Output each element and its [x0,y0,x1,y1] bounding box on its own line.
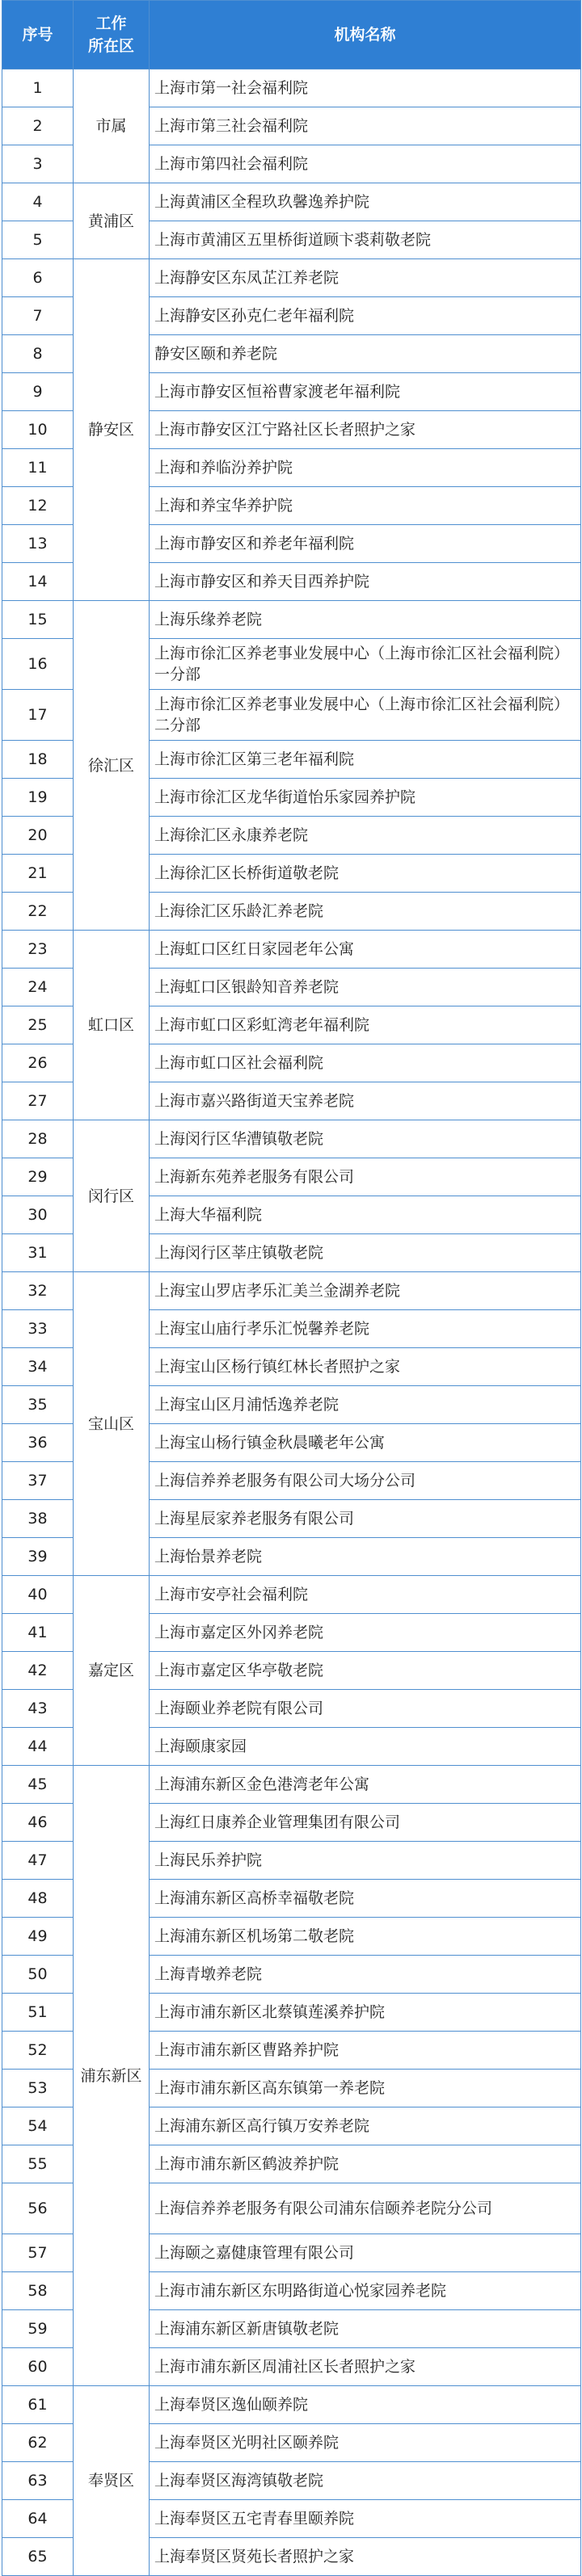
institution-name: 上海浦东新区高行镇万安养老院 [150,2107,581,2145]
institution-name: 上海徐汇区乐龄汇养老院 [150,893,581,931]
row-number: 59 [2,2310,74,2348]
table-row [2,1272,581,1310]
header-district-line1: 工作 [95,15,127,32]
institution-name: 上海宝山杨行镇金秋晨曦老年公寓 [150,1424,581,1462]
row-number: 47 [2,1842,74,1880]
institution-name: 上海市徐汇区养老事业发展中心（上海市徐汇区社会福利院）二分部 [150,690,581,741]
row-number: 24 [2,969,74,1006]
table-body [2,69,581,2576]
district-cell: 嘉定区 [74,1576,150,1766]
row-number: 42 [2,1652,74,1690]
row-number: 30 [2,1196,74,1234]
row-number: 23 [2,931,74,969]
institution-name: 上海市黄浦区五里桥街道顾卞裘莉敬老院 [150,221,581,259]
row-number: 39 [2,1538,74,1576]
row-number: 3 [2,145,74,183]
institution-name: 上海奉贤区光明社区颐养院 [150,2424,581,2462]
row-number: 49 [2,1918,74,1956]
row-number: 61 [2,2386,74,2424]
header-district-line2: 所在区 [87,37,134,55]
row-number: 15 [2,601,74,639]
institution-name: 上海市徐汇区第三老年福利院 [150,741,581,779]
row-number: 62 [2,2424,74,2462]
row-number: 6 [2,259,74,297]
institution-name: 上海颐康家园 [150,1728,581,1766]
row-number: 46 [2,1804,74,1842]
header-name: 机构名称 [150,1,581,69]
row-number: 18 [2,741,74,779]
row-number: 7 [2,297,74,335]
institution-name: 上海市安亭社会福利院 [150,1576,581,1614]
institution-name: 上海宝山区月浦恬逸养老院 [150,1386,581,1424]
institution-name: 上海市浦东新区北蔡镇莲溪养护院 [150,1994,581,2032]
institution-name: 上海奉贤区逸仙颐养院 [150,2386,581,2424]
row-number: 44 [2,1728,74,1766]
table-row [2,2386,581,2424]
row-number: 60 [2,2348,74,2386]
institution-name: 上海市浦东新区曹路养护院 [150,2032,581,2070]
institution-name: 上海市浦东新区东明路街道心悦家园养老院 [150,2272,581,2310]
row-number: 33 [2,1310,74,1348]
row-number: 8 [2,335,74,373]
row-number: 65 [2,2538,74,2576]
institution-name: 上海浦东新区机场第二敬老院 [150,1918,581,1956]
institution-name: 上海信养养老服务有限公司浦东信颐养老院分公司 [150,2183,581,2234]
institution-name: 上海星辰家养老服务有限公司 [150,1500,581,1538]
district-cell: 浦东新区 [74,1766,150,2386]
row-number: 55 [2,2145,74,2183]
row-number: 31 [2,1234,74,1272]
institution-name: 上海颐业养老院有限公司 [150,1690,581,1728]
district-cell: 静安区 [74,259,150,601]
row-number: 28 [2,1120,74,1158]
row-number: 36 [2,1424,74,1462]
row-number: 17 [2,690,74,741]
district-cell: 徐汇区 [74,601,150,931]
row-number: 14 [2,563,74,601]
institution-name: 上海红日康养企业管理集团有限公司 [150,1804,581,1842]
institution-name: 上海怡景养老院 [150,1538,581,1576]
institution-name: 上海信养养老服务有限公司大场分公司 [150,1462,581,1500]
institution-name: 上海宝山庙行孝乐汇悦馨养老院 [150,1310,581,1348]
institution-name: 上海虹口区红日家园老年公寓 [150,931,581,969]
row-number: 16 [2,639,74,690]
institution-name: 上海市虹口区社会福利院 [150,1044,581,1082]
institution-name: 上海奉贤区海湾镇敬老院 [150,2462,581,2500]
institution-name: 上海宝山罗店孝乐汇美兰金湖养老院 [150,1272,581,1310]
institution-name: 上海民乐养护院 [150,1842,581,1880]
row-number: 27 [2,1082,74,1120]
row-number: 56 [2,2183,74,2234]
row-number: 51 [2,1994,74,2032]
district-cell: 宝山区 [74,1272,150,1576]
institution-name: 上海静安区东凤芷江养老院 [150,259,581,297]
institution-name: 上海闵行区华漕镇敬老院 [150,1120,581,1158]
institution-name: 上海市虹口区彩虹湾老年福利院 [150,1006,581,1044]
row-number: 2 [2,107,74,145]
row-number: 25 [2,1006,74,1044]
row-number: 13 [2,525,74,563]
institution-name: 上海市静安区江宁路社区长者照护之家 [150,411,581,449]
institution-name: 上海浦东新区高桥幸福敬老院 [150,1880,581,1918]
district-cell: 闵行区 [74,1120,150,1272]
row-number: 1 [2,69,74,107]
institution-name: 上海静安区孙克仁老年福利院 [150,297,581,335]
row-number: 34 [2,1348,74,1386]
district-cell: 市属 [74,69,150,183]
row-number: 26 [2,1044,74,1082]
row-number: 29 [2,1158,74,1196]
institution-name: 上海市徐汇区龙华街道怡乐家园养护院 [150,779,581,817]
institution-name: 上海市嘉兴路街道天宝养老院 [150,1082,581,1120]
table-row [2,931,581,969]
row-number: 12 [2,487,74,525]
header-seq: 序号 [2,1,74,69]
row-number: 32 [2,1272,74,1310]
row-number: 10 [2,411,74,449]
institution-name: 上海虹口区银龄知音养老院 [150,969,581,1006]
table-row [2,1120,581,1158]
table-row [2,1766,581,1804]
institution-name: 上海和养临汾养护院 [150,449,581,487]
institution-name: 上海徐汇区长桥街道敬老院 [150,855,581,893]
district-cell: 虹口区 [74,931,150,1120]
institution-name: 上海市第一社会福利院 [150,69,581,107]
table-row [2,601,581,639]
institution-name: 上海黄浦区全程玖玖馨逸养护院 [150,183,581,221]
row-number: 57 [2,2234,74,2272]
row-number: 38 [2,1500,74,1538]
institution-name: 上海青墩养老院 [150,1956,581,1994]
table-row [2,69,581,107]
row-number: 40 [2,1576,74,1614]
row-number: 4 [2,183,74,221]
row-number: 54 [2,2107,74,2145]
institution-name: 上海乐缘养老院 [150,601,581,639]
row-number: 45 [2,1766,74,1804]
institution-name: 上海徐汇区永康养老院 [150,817,581,855]
row-number: 41 [2,1614,74,1652]
institution-name: 上海浦东新区新唐镇敬老院 [150,2310,581,2348]
district-cell: 奉贤区 [74,2386,150,2576]
institution-name: 上海奉贤区五宅青春里颐养院 [150,2500,581,2538]
row-number: 11 [2,449,74,487]
institution-name: 上海市静安区恒裕曹家渡老年福利院 [150,373,581,411]
institution-name: 上海市第四社会福利院 [150,145,581,183]
row-number: 20 [2,817,74,855]
table-row [2,259,581,297]
row-number: 9 [2,373,74,411]
row-number: 64 [2,2500,74,2538]
district-cell: 黄浦区 [74,183,150,259]
institution-table [2,0,581,2576]
institution-name: 静安区颐和养老院 [150,335,581,373]
row-number: 35 [2,1386,74,1424]
row-number: 37 [2,1462,74,1500]
header-district [74,1,150,69]
institution-name: 上海市浦东新区高东镇第一养老院 [150,2070,581,2107]
table-header [2,1,581,69]
institution-name: 上海新东苑养老服务有限公司 [150,1158,581,1196]
institution-name: 上海市静安区和养老年福利院 [150,525,581,563]
institution-name: 上海闵行区莘庄镇敬老院 [150,1234,581,1272]
institution-name: 上海市静安区和养天目西养护院 [150,563,581,601]
institution-name: 上海宝山区杨行镇红林长者照护之家 [150,1348,581,1386]
row-number: 50 [2,1956,74,1994]
row-number: 53 [2,2070,74,2107]
institution-name: 上海浦东新区金色港湾老年公寓 [150,1766,581,1804]
table-row [2,1576,581,1614]
institution-name: 上海市嘉定区外冈养老院 [150,1614,581,1652]
institution-name: 上海大华福利院 [150,1196,581,1234]
row-number: 43 [2,1690,74,1728]
row-number: 58 [2,2272,74,2310]
institution-name: 上海市浦东新区周浦社区长者照护之家 [150,2348,581,2386]
table-row [2,183,581,221]
institution-name: 上海颐之嘉健康管理有限公司 [150,2234,581,2272]
institution-name: 上海市嘉定区华亭敬老院 [150,1652,581,1690]
institution-name: 上海市徐汇区养老事业发展中心（上海市徐汇区社会福利院）一分部 [150,639,581,690]
row-number: 52 [2,2032,74,2070]
row-number: 63 [2,2462,74,2500]
row-number: 48 [2,1880,74,1918]
institution-name: 上海市浦东新区鹤波养护院 [150,2145,581,2183]
institution-name: 上海市第三社会福利院 [150,107,581,145]
row-number: 21 [2,855,74,893]
row-number: 19 [2,779,74,817]
row-number: 22 [2,893,74,931]
row-number: 5 [2,221,74,259]
institution-name: 上海和养宝华养护院 [150,487,581,525]
institution-name: 上海奉贤区贤苑长者照护之家 [150,2538,581,2576]
